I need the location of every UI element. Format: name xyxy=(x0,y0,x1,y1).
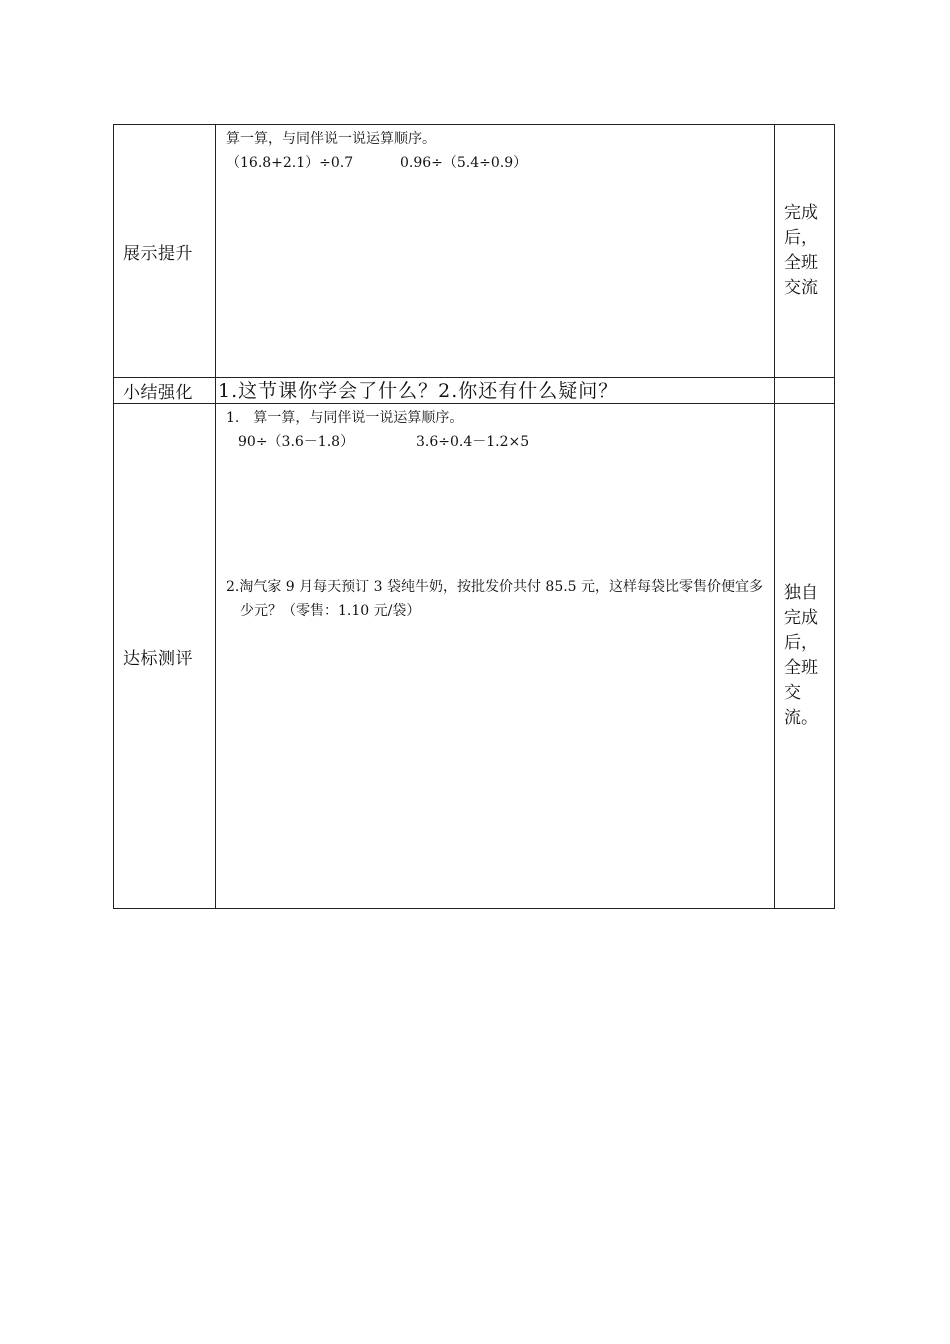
expression-line xyxy=(226,151,774,175)
content-cell xyxy=(216,125,775,378)
summary-text: 1.这节课你学会了什么？2.你还有什么疑问？ xyxy=(216,378,775,404)
lesson-table xyxy=(113,124,835,909)
expression-2: 3.6÷0.4－1.2×5 xyxy=(416,434,530,450)
question-1-title: 1. 算一算，与同伴说一说运算顺序。 xyxy=(226,410,464,426)
note-cell xyxy=(775,404,835,909)
instruction-text: 算一算，与同伴说一说运算顺序。 xyxy=(226,131,436,147)
stage-label: 展示提升 xyxy=(114,125,216,378)
question-2-text: 2.淘气家 9 月每天预订 3 袋纯牛奶，按批发价共付 85.5 元，这样每袋比零售价便宜多少元？（零售：1.10 元/袋） xyxy=(226,579,764,619)
table-row xyxy=(114,404,835,909)
stage-label: 小结强化 xyxy=(114,378,216,404)
stage-label: 达标测评 xyxy=(114,404,216,909)
expression-1: （16.8+2.1）÷0.7 xyxy=(226,155,354,171)
content-cell xyxy=(216,404,775,909)
expression-line xyxy=(226,430,774,454)
expression-2: 0.96÷（5.4÷0.9） xyxy=(400,155,528,171)
expression-1: 90÷（3.6－1.8） xyxy=(238,434,355,450)
table-row xyxy=(114,378,835,404)
note-cell xyxy=(775,378,835,404)
note-text: 完成后，全班交流 xyxy=(784,203,818,298)
table-row xyxy=(114,125,835,378)
note-cell xyxy=(775,125,835,378)
note-text: 独自完成后，全班交流。 xyxy=(784,583,818,728)
